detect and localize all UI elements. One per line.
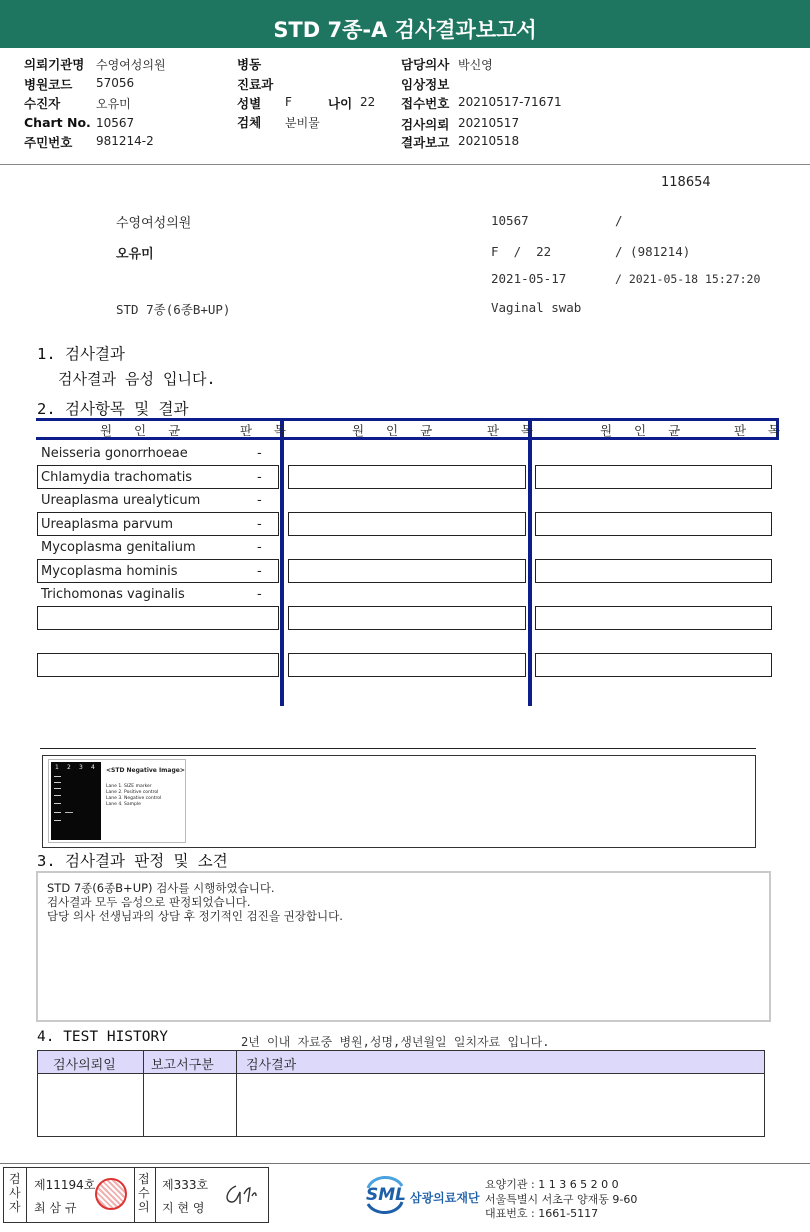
column-header-result: 판 독 — [240, 423, 296, 438]
organism-name: Neisseria gonorrhoeae — [41, 446, 188, 461]
table-row-box — [288, 606, 526, 630]
gel-photo — [51, 762, 101, 840]
report-id: 118654 — [661, 175, 711, 190]
label-resident-no: 주민번호 — [24, 135, 73, 150]
summary-chart: 10567 — [491, 213, 529, 228]
divider — [155, 1167, 156, 1223]
column-divider — [280, 418, 284, 706]
history-header-request-date: 검사의뢰일 — [53, 1058, 116, 1073]
organism-name: Ureaplasma parvum — [41, 517, 174, 532]
footer-line: 요양기관 : 1 1 3 6 5 2 0 0 — [485, 1178, 619, 1191]
divider — [40, 748, 756, 749]
label-doctor: 담당의사 — [401, 57, 450, 72]
gel-band — [54, 782, 61, 783]
label-ward: 병동 — [237, 57, 262, 72]
label-patient: 수진자 — [24, 96, 61, 111]
summary-test: STD 7종(6종B+UP) — [116, 302, 231, 317]
label-specimen: 검체 — [237, 115, 262, 130]
label-chart-no: Chart No. — [24, 115, 91, 130]
organism-result: - — [257, 470, 262, 485]
summary-request-date: 2021-05-17 — [491, 271, 567, 286]
reviewer-name: 지 현 영 — [162, 1201, 205, 1215]
opinion-line: STD 7종(6종B+UP) 검사를 시행하였습니다. — [47, 881, 275, 895]
summary-name: 오유미 — [116, 247, 154, 262]
history-header-result: 검사결과 — [246, 1058, 297, 1073]
table-row-box — [535, 559, 772, 583]
lane-number: 2 — [67, 764, 71, 771]
table-row-box — [535, 606, 772, 630]
label-clinical-info: 임상정보 — [401, 77, 450, 92]
organism-name: Mycoplasma hominis — [41, 564, 178, 579]
section-2-title: 2. 검사항목 및 결과 — [37, 400, 189, 418]
inspector-name: 최 삼 규 — [34, 1201, 77, 1215]
table-row-box — [535, 653, 772, 677]
organism-name: Ureaplasma urealyticum — [41, 493, 201, 508]
organism-result: - — [257, 446, 262, 461]
organism-result: - — [257, 587, 262, 602]
table-row-box — [37, 653, 279, 677]
gel-band — [54, 812, 61, 813]
gel-title: <STD Negative Image> — [106, 767, 185, 774]
summary-specimen: Vaginal swab — [491, 300, 582, 315]
table-row-box — [288, 512, 526, 536]
section-1-result: 검사결과 음성 입니다. — [58, 370, 216, 388]
column-header-organism: 원 인 균 — [100, 423, 190, 438]
report-title: STD 7종-A 검사결과보고서 — [0, 0, 810, 48]
label-department: 진료과 — [237, 77, 274, 92]
value-age: 22 — [360, 95, 376, 109]
label-age: 나이 — [328, 96, 353, 111]
table-row-box — [288, 465, 526, 489]
gel-band — [54, 820, 61, 821]
lane-number: 4 — [91, 764, 95, 771]
gel-band — [65, 812, 73, 813]
section-3-title: 3. 검사결과 판정 및 소견 — [37, 852, 228, 870]
column-divider — [528, 418, 532, 706]
table-row-box — [288, 653, 526, 677]
summary-hospital: 수영여성의원 — [116, 216, 192, 231]
column-header-organism: 원 인 균 — [600, 423, 690, 438]
lane-number: 1 — [55, 764, 59, 771]
organism-name: Mycoplasma genitalium — [41, 540, 196, 555]
divider — [236, 1050, 237, 1137]
gel-band — [54, 776, 61, 777]
divider — [26, 1167, 27, 1223]
section-4-title: 4. TEST HISTORY — [37, 1029, 168, 1045]
value-hospital: 수영여성의원 — [96, 58, 166, 72]
value-request-date: 20210517 — [458, 116, 520, 130]
inspector-label: 검사자 — [9, 1172, 21, 1214]
signature — [222, 1182, 260, 1208]
table-row-box — [535, 512, 772, 536]
history-note: 2년 이내 자료중 병원,성명,생년월일 일치자료 입니다. — [241, 1035, 550, 1049]
gel-legend-item: Lane 1. SIZE marker — [106, 784, 152, 789]
gel-image — [48, 759, 186, 843]
footer-line: 서울특별시 서초구 양재동 9-60 — [485, 1193, 638, 1206]
table-row-box — [37, 606, 279, 630]
value-report-date: 20210518 — [458, 134, 520, 148]
opinion-line: 검사결과 모두 음성으로 판정되었습니다. — [47, 895, 251, 909]
label-report-date: 결과보고 — [401, 135, 450, 150]
summary-slash: / — [615, 213, 623, 228]
label-hospital: 의뢰기관명 — [24, 57, 85, 72]
summary-birth: / (981214) — [615, 244, 691, 259]
organism-result: - — [257, 540, 262, 555]
organism-result: - — [257, 493, 262, 508]
seal-stamp — [95, 1178, 127, 1210]
label-hospital-code: 병원코드 — [24, 77, 73, 92]
value-doctor: 박신영 — [458, 58, 493, 72]
opinion-line: 담당 의사 선생님과의 상담 후 정기적인 검진을 권장합니다. — [47, 909, 343, 923]
column-header-result: 판 독 — [487, 423, 543, 438]
gel-legend-item: Lane 2. Positive control — [106, 790, 159, 795]
divider — [143, 1050, 144, 1137]
label-request-date: 검사의뢰 — [401, 117, 450, 132]
section-1-title: 1. 검사결과 — [37, 345, 125, 363]
value-sex: F — [285, 95, 292, 109]
summary-report-datetime: / 2021-05-18 15:27:20 — [615, 272, 761, 286]
gel-legend-item: Lane 4. Sample — [106, 802, 141, 807]
logo-text: SML — [366, 1185, 406, 1205]
label-sex: 성별 — [237, 96, 262, 111]
value-specimen: 분비물 — [285, 116, 320, 130]
reviewer-label: 접수의 — [138, 1172, 150, 1214]
label-receipt-no: 접수번호 — [401, 96, 450, 111]
gel-band — [54, 795, 61, 796]
organism-name: Chlamydia trachomatis — [41, 470, 193, 485]
value-resident-no: 981214-2 — [96, 134, 154, 148]
divider — [0, 1163, 810, 1164]
divider — [37, 1073, 765, 1074]
column-header-result: 판 독 — [734, 423, 790, 438]
footer-line: 대표번호 : 1661-5117 — [485, 1207, 599, 1220]
summary-sex-age: F / 22 — [491, 244, 552, 259]
history-header-report-type: 보고서구분 — [151, 1058, 214, 1073]
reviewer-number: 제333호 — [162, 1178, 209, 1192]
gel-legend-item: Lane 3. Negative control — [106, 796, 162, 801]
organism-result: - — [257, 564, 262, 579]
organism-name: Trichomonas vaginalis — [41, 587, 185, 602]
divider — [134, 1167, 135, 1223]
value-patient: 오유미 — [96, 97, 131, 111]
table-row-box — [288, 559, 526, 583]
inspector-number: 제11194호 — [34, 1178, 96, 1192]
value-hospital-code: 57056 — [96, 76, 135, 90]
gel-band — [54, 803, 61, 804]
organism-result: - — [257, 517, 262, 532]
history-header-row — [38, 1051, 764, 1073]
lane-number: 3 — [79, 764, 83, 771]
column-header-organism: 원 인 균 — [352, 423, 442, 438]
organization-name: 삼광의료재단 — [410, 1191, 480, 1205]
value-chart-no: 10567 — [96, 116, 135, 130]
value-receipt-no: 20210517-71671 — [458, 95, 562, 109]
gel-band — [54, 788, 61, 789]
table-row-box — [535, 465, 772, 489]
